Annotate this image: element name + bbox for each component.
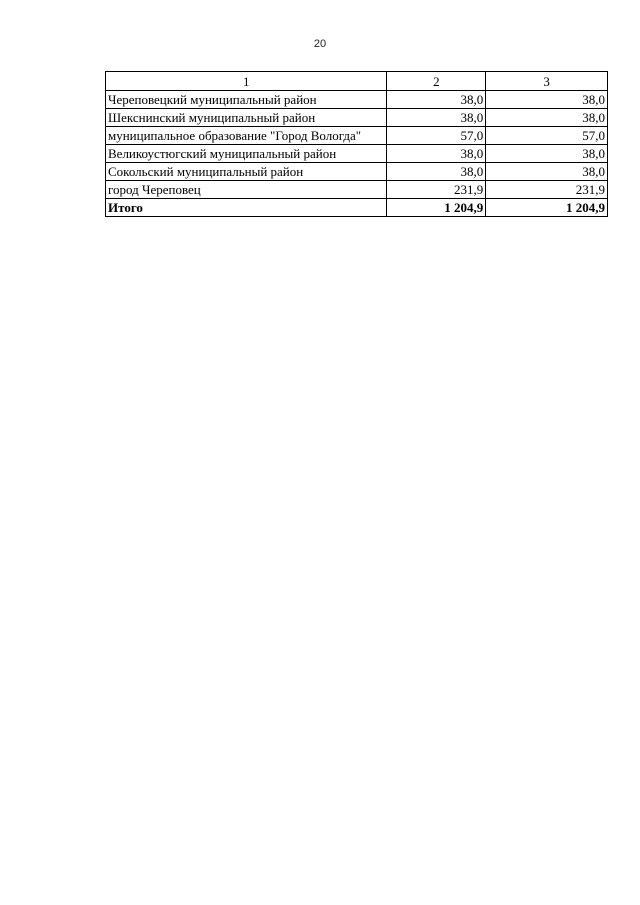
total-col2: 1 204,9 [387, 199, 486, 217]
row-col3: 38,0 [486, 109, 608, 127]
table-total-row [106, 199, 608, 217]
row-col2: 231,9 [387, 181, 486, 199]
row-col3: 38,0 [486, 91, 608, 109]
row-name: Сокольский муниципальный район [106, 163, 387, 181]
row-col2: 38,0 [387, 109, 486, 127]
page-number: 20 [313, 38, 327, 50]
row-col3: 231,9 [486, 181, 608, 199]
row-col2: 38,0 [387, 145, 486, 163]
table-row [106, 163, 608, 181]
row-col2: 57,0 [387, 127, 486, 145]
row-col2: 38,0 [387, 91, 486, 109]
table-row [106, 127, 608, 145]
row-col2: 38,0 [387, 163, 486, 181]
row-name: Череповецкий муниципальный район [106, 91, 387, 109]
header-col-2: 2 [387, 72, 486, 91]
distribution-table [105, 71, 608, 217]
table-row [106, 145, 608, 163]
table-row [106, 181, 608, 199]
table-row [106, 109, 608, 127]
row-col3: 38,0 [486, 145, 608, 163]
table-row [106, 91, 608, 109]
header-col-1: 1 [106, 72, 387, 91]
row-col3: 57,0 [486, 127, 608, 145]
row-name: муниципальное образование "Город Вологда" [106, 127, 387, 145]
row-name: город Череповец [106, 181, 387, 199]
table-header-row [106, 72, 608, 91]
row-col3: 38,0 [486, 163, 608, 181]
header-col-3: 3 [486, 72, 608, 91]
total-col3: 1 204,9 [486, 199, 608, 217]
row-name: Шекснинский муниципальный район [106, 109, 387, 127]
row-name: Великоустюгский муниципальный район [106, 145, 387, 163]
total-label: Итого [106, 199, 387, 217]
